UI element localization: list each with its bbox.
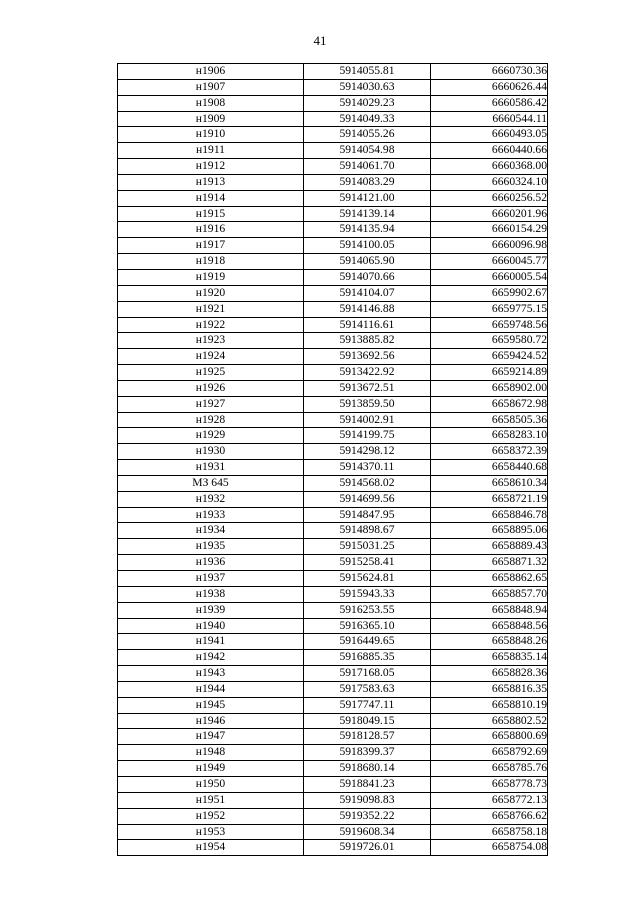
table-row [118, 555, 548, 571]
table-row [118, 792, 548, 808]
x-coordinate-cell: 5919726.01 [304, 840, 431, 856]
table-row [118, 143, 548, 159]
table-row [118, 460, 548, 476]
table-row [118, 824, 548, 840]
table-row [118, 650, 548, 666]
x-coordinate-cell: 5914054.98 [304, 143, 431, 159]
y-coordinate-cell: 6658778.73 [431, 776, 548, 792]
x-coordinate-cell: 5919352.22 [304, 808, 431, 824]
table-row [118, 539, 548, 555]
y-coordinate-cell: 6658846.78 [431, 507, 548, 523]
point-id-cell: н1954 [118, 840, 304, 856]
x-coordinate-cell: 5914121.00 [304, 190, 431, 206]
point-id-cell: н1929 [118, 428, 304, 444]
y-coordinate-cell: 6658889.43 [431, 539, 548, 555]
y-coordinate-cell: 6658816.35 [431, 681, 548, 697]
x-coordinate-cell: 5914146.88 [304, 301, 431, 317]
page-number: 41 [313, 33, 327, 48]
table-row [118, 238, 548, 254]
y-coordinate-cell: 6660586.42 [431, 95, 548, 111]
point-id-cell: н1925 [118, 365, 304, 381]
point-id-cell: н1908 [118, 95, 304, 111]
x-coordinate-cell: 5914070.66 [304, 269, 431, 285]
y-coordinate-cell: 6658902.00 [431, 380, 548, 396]
y-coordinate-cell: 6658610.34 [431, 475, 548, 491]
point-id-cell: н1912 [118, 159, 304, 175]
x-coordinate-cell: 5914065.90 [304, 254, 431, 270]
x-coordinate-cell: 5914061.70 [304, 159, 431, 175]
x-coordinate-cell: 5914083.29 [304, 174, 431, 190]
x-coordinate-cell: 5918399.37 [304, 745, 431, 761]
table-row [118, 222, 548, 238]
x-coordinate-cell: 5915258.41 [304, 555, 431, 571]
table-row [118, 127, 548, 143]
table-row [118, 317, 548, 333]
point-id-cell: н1928 [118, 412, 304, 428]
y-coordinate-cell: 6659214.89 [431, 365, 548, 381]
x-coordinate-cell: 5914055.26 [304, 127, 431, 143]
y-coordinate-cell: 6660096.98 [431, 238, 548, 254]
coordinates-table [117, 63, 548, 856]
point-id-cell: н1909 [118, 111, 304, 127]
y-coordinate-cell: 6658792.69 [431, 745, 548, 761]
table-row [118, 79, 548, 95]
y-coordinate-cell: 6658800.69 [431, 729, 548, 745]
y-coordinate-cell: 6658672.98 [431, 396, 548, 412]
table-row [118, 333, 548, 349]
x-coordinate-cell: 5918680.14 [304, 761, 431, 777]
point-id-cell: н1944 [118, 681, 304, 697]
table-row [118, 412, 548, 428]
x-coordinate-cell: 5919608.34 [304, 824, 431, 840]
x-coordinate-cell: 5914139.14 [304, 206, 431, 222]
x-coordinate-cell: 5917583.63 [304, 681, 431, 697]
table-row [118, 190, 548, 206]
table-row [118, 729, 548, 745]
x-coordinate-cell: 5914135.94 [304, 222, 431, 238]
y-coordinate-cell: 6660324.10 [431, 174, 548, 190]
point-id-cell: н1910 [118, 127, 304, 143]
point-id-cell: н1942 [118, 650, 304, 666]
table-row [118, 111, 548, 127]
point-id-cell: н1933 [118, 507, 304, 523]
point-id-cell: н1930 [118, 444, 304, 460]
table-row [118, 697, 548, 713]
y-coordinate-cell: 6660493.05 [431, 127, 548, 143]
x-coordinate-cell: 5914104.07 [304, 285, 431, 301]
table-row [118, 380, 548, 396]
point-id-cell: н1938 [118, 586, 304, 602]
point-id-cell: н1936 [118, 555, 304, 571]
point-id-cell: н1953 [118, 824, 304, 840]
table-row [118, 174, 548, 190]
table-row [118, 349, 548, 365]
table-row [118, 761, 548, 777]
point-id-cell: н1945 [118, 697, 304, 713]
y-coordinate-cell: 6658848.56 [431, 618, 548, 634]
point-id-cell: н1947 [118, 729, 304, 745]
y-coordinate-cell: 6660045.77 [431, 254, 548, 270]
table-row [118, 159, 548, 175]
point-id-cell: н1951 [118, 792, 304, 808]
table-row [118, 602, 548, 618]
y-coordinate-cell: 6658505.36 [431, 412, 548, 428]
point-id-cell: н1927 [118, 396, 304, 412]
point-id-cell: н1935 [118, 539, 304, 555]
point-id-cell: н1923 [118, 333, 304, 349]
point-id-cell: н1913 [118, 174, 304, 190]
point-id-cell: н1941 [118, 634, 304, 650]
point-id-cell: н1943 [118, 666, 304, 682]
y-coordinate-cell: 6658848.26 [431, 634, 548, 650]
y-coordinate-cell: 6660201.96 [431, 206, 548, 222]
table-row [118, 206, 548, 222]
point-id-cell: н1940 [118, 618, 304, 634]
y-coordinate-cell: 6660544.11 [431, 111, 548, 127]
y-coordinate-cell: 6658758.18 [431, 824, 548, 840]
x-coordinate-cell: 5914370.11 [304, 460, 431, 476]
y-coordinate-cell: 6658721.19 [431, 491, 548, 507]
x-coordinate-cell: 5914847.95 [304, 507, 431, 523]
x-coordinate-cell: 5917168.05 [304, 666, 431, 682]
y-coordinate-cell: 6660440.66 [431, 143, 548, 159]
table-row [118, 301, 548, 317]
table-row [118, 523, 548, 539]
point-id-cell: н1917 [118, 238, 304, 254]
y-coordinate-cell: 6658810.19 [431, 697, 548, 713]
table-row [118, 808, 548, 824]
table-row [118, 444, 548, 460]
y-coordinate-cell: 6660154.29 [431, 222, 548, 238]
x-coordinate-cell: 5916365.10 [304, 618, 431, 634]
x-coordinate-cell: 5916885.35 [304, 650, 431, 666]
x-coordinate-cell: 5913422.92 [304, 365, 431, 381]
x-coordinate-cell: 5914199.75 [304, 428, 431, 444]
y-coordinate-cell: 6658857.70 [431, 586, 548, 602]
table-row [118, 507, 548, 523]
table-row [118, 285, 548, 301]
x-coordinate-cell: 5914029.23 [304, 95, 431, 111]
point-id-cell: н1920 [118, 285, 304, 301]
y-coordinate-cell: 6658862.65 [431, 571, 548, 587]
table-row [118, 776, 548, 792]
x-coordinate-cell: 5916253.55 [304, 602, 431, 618]
point-id-cell: МЗ 645 [118, 475, 304, 491]
table-row [118, 618, 548, 634]
x-coordinate-cell: 5915031.25 [304, 539, 431, 555]
table-row [118, 396, 548, 412]
point-id-cell: н1924 [118, 349, 304, 365]
x-coordinate-cell: 5913692.56 [304, 349, 431, 365]
point-id-cell: н1948 [118, 745, 304, 761]
table-row [118, 634, 548, 650]
point-id-cell: н1949 [118, 761, 304, 777]
y-coordinate-cell: 6658766.62 [431, 808, 548, 824]
y-coordinate-cell: 6658785.76 [431, 761, 548, 777]
point-id-cell: н1921 [118, 301, 304, 317]
coordinates-table-body [118, 64, 548, 856]
y-coordinate-cell: 6659424.52 [431, 349, 548, 365]
point-id-cell: н1915 [118, 206, 304, 222]
point-id-cell: н1918 [118, 254, 304, 270]
y-coordinate-cell: 6658871.32 [431, 555, 548, 571]
table-row [118, 428, 548, 444]
table-row [118, 269, 548, 285]
table-row [118, 586, 548, 602]
point-id-cell: н1952 [118, 808, 304, 824]
point-id-cell: н1931 [118, 460, 304, 476]
point-id-cell: н1906 [118, 64, 304, 80]
y-coordinate-cell: 6658283.10 [431, 428, 548, 444]
point-id-cell: н1911 [118, 143, 304, 159]
x-coordinate-cell: 5914116.61 [304, 317, 431, 333]
table-row [118, 64, 548, 80]
x-coordinate-cell: 5915624.81 [304, 571, 431, 587]
y-coordinate-cell: 6659902.67 [431, 285, 548, 301]
y-coordinate-cell: 6658440.68 [431, 460, 548, 476]
point-id-cell: н1916 [118, 222, 304, 238]
x-coordinate-cell: 5916449.65 [304, 634, 431, 650]
x-coordinate-cell: 5914055.81 [304, 64, 431, 80]
x-coordinate-cell: 5914049.33 [304, 111, 431, 127]
y-coordinate-cell: 6658835.14 [431, 650, 548, 666]
y-coordinate-cell: 6659580.72 [431, 333, 548, 349]
y-coordinate-cell: 6658802.52 [431, 713, 548, 729]
point-id-cell: н1907 [118, 79, 304, 95]
point-id-cell: н1937 [118, 571, 304, 587]
point-id-cell: н1932 [118, 491, 304, 507]
table-row [118, 713, 548, 729]
table-row [118, 840, 548, 856]
x-coordinate-cell: 5918128.57 [304, 729, 431, 745]
x-coordinate-cell: 5918049.15 [304, 713, 431, 729]
point-id-cell: н1926 [118, 380, 304, 396]
y-coordinate-cell: 6658895.06 [431, 523, 548, 539]
table-row [118, 571, 548, 587]
table-row [118, 365, 548, 381]
x-coordinate-cell: 5913859.50 [304, 396, 431, 412]
x-coordinate-cell: 5914898.67 [304, 523, 431, 539]
x-coordinate-cell: 5919098.83 [304, 792, 431, 808]
point-id-cell: н1914 [118, 190, 304, 206]
point-id-cell: н1922 [118, 317, 304, 333]
table-row [118, 681, 548, 697]
point-id-cell: н1919 [118, 269, 304, 285]
y-coordinate-cell: 6660368.00 [431, 159, 548, 175]
point-id-cell: н1950 [118, 776, 304, 792]
y-coordinate-cell: 6658772.13 [431, 792, 548, 808]
point-id-cell: н1946 [118, 713, 304, 729]
y-coordinate-cell: 6658828.36 [431, 666, 548, 682]
table-row [118, 475, 548, 491]
y-coordinate-cell: 6660626.44 [431, 79, 548, 95]
x-coordinate-cell: 5914298.12 [304, 444, 431, 460]
x-coordinate-cell: 5913885.82 [304, 333, 431, 349]
table-row [118, 666, 548, 682]
point-id-cell: н1934 [118, 523, 304, 539]
x-coordinate-cell: 5918841.23 [304, 776, 431, 792]
x-coordinate-cell: 5914699.56 [304, 491, 431, 507]
point-id-cell: н1939 [118, 602, 304, 618]
y-coordinate-cell: 6658372.39 [431, 444, 548, 460]
x-coordinate-cell: 5915943.33 [304, 586, 431, 602]
y-coordinate-cell: 6658754.08 [431, 840, 548, 856]
x-coordinate-cell: 5914002.91 [304, 412, 431, 428]
y-coordinate-cell: 6659748.56 [431, 317, 548, 333]
y-coordinate-cell: 6660256.52 [431, 190, 548, 206]
table-row [118, 254, 548, 270]
x-coordinate-cell: 5914568.02 [304, 475, 431, 491]
y-coordinate-cell: 6659775.15 [431, 301, 548, 317]
x-coordinate-cell: 5917747.11 [304, 697, 431, 713]
table-row [118, 95, 548, 111]
x-coordinate-cell: 5914030.63 [304, 79, 431, 95]
table-row [118, 491, 548, 507]
y-coordinate-cell: 6658848.94 [431, 602, 548, 618]
table-row [118, 745, 548, 761]
x-coordinate-cell: 5914100.05 [304, 238, 431, 254]
x-coordinate-cell: 5913672.51 [304, 380, 431, 396]
y-coordinate-cell: 6660005.54 [431, 269, 548, 285]
y-coordinate-cell: 6660730.36 [431, 64, 548, 80]
